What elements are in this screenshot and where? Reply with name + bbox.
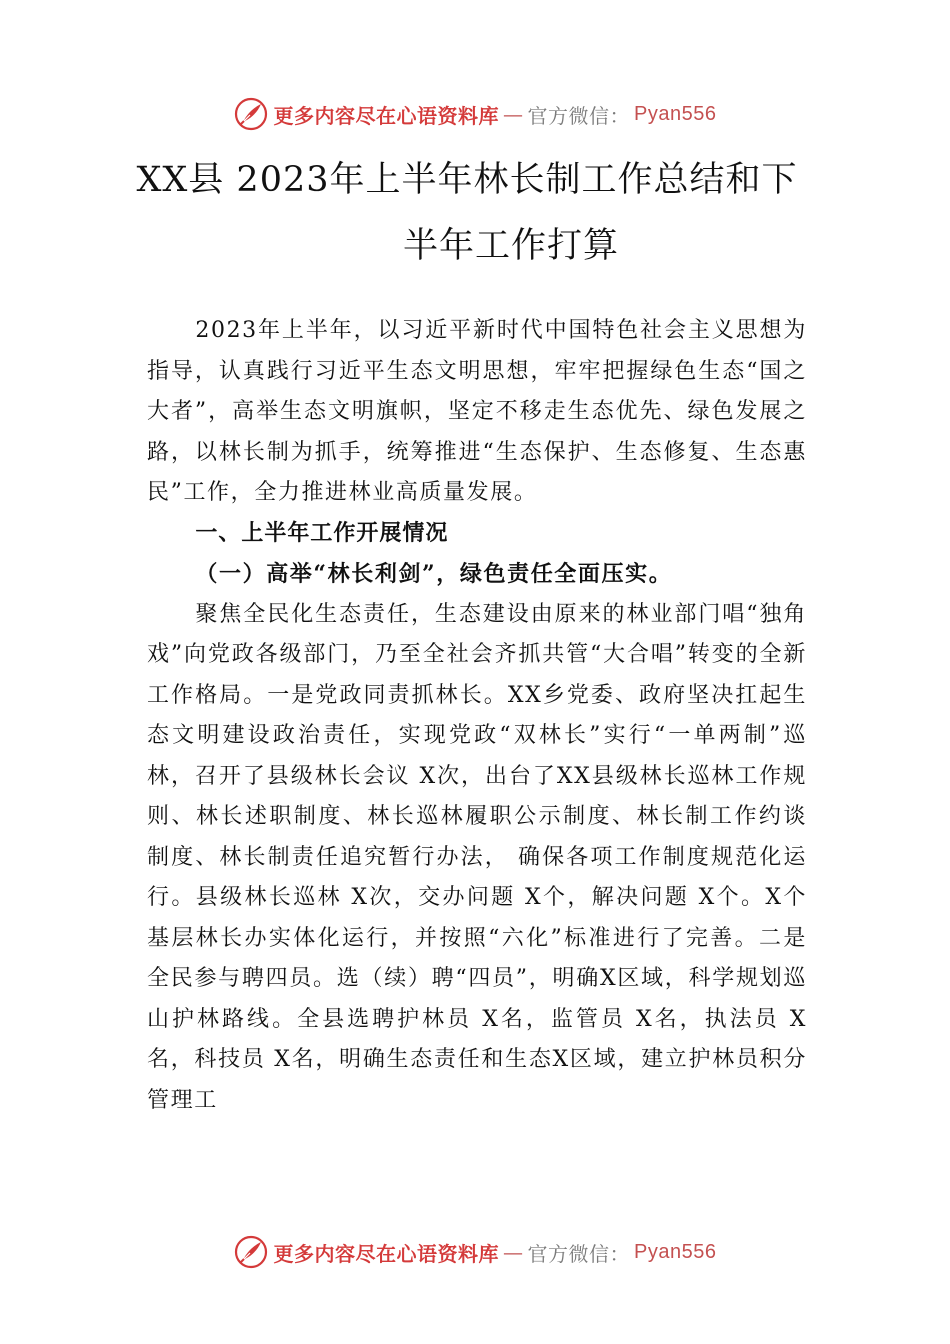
watermark-header xyxy=(0,94,950,134)
document-title-line2: 半年工作打算 xyxy=(402,226,619,266)
watermark-footer xyxy=(0,1232,950,1272)
section-paragraph: 聚焦全民化生态责任，生态建设由原来的林业部门唱“独角戏”向党政各级部门，乃至全社会齐抓共管“大合唱”转变的全新工作格局。一是党政同责抓林长。XX乡党委、政府坚决扛起生态文明建设政治责任，实现党政“双林长”实行“一单两制”巡林，召开了县级林长会议 X次，出台了XX县级林长巡林工作规则、林长述职制度、林长巡林履职公示制度、林长制工作约谈制度、林长制责任追究暂行办法， 确保各项工作制度规范化运行。县级林长巡林 X次，交办问题 X个，解决问题 X个。X个基层林长办实体化运行，并按照“六化”标准进行了完善。二是全民参与聘四员。选（续）聘“四员”，明确X区域，科学规划巡山护林路线。全县选聘护林员 X名，监管员 X名，执法员 X名，科技员 X名，明确生态责任和生态X区域，建立护林员积分管理工 xyxy=(147,601,807,1113)
section-subheading: （一）高举“林长利剑”，绿色责任全面压实。 xyxy=(195,561,673,587)
watermark-wechat-id: Pyan556 xyxy=(634,102,717,125)
watermark-main-text: 更多内容尽在心语资料库 xyxy=(273,103,500,128)
document-body xyxy=(147,311,807,1121)
intro-paragraph: 2023年上半年，以习近平新时代中国特色社会主义思想为指导，认真践行习近平生态文明思想，牢牢把握绿色生态“国之大者”，高举生态文明旗帜，坚定不移走生态优先、绿色发展之路，以林长制为抓手，统筹推进“生态保护、生态修复、生态惠民”工作，全力推进林业高质量发展。 xyxy=(147,318,807,505)
watermark-separator: — xyxy=(503,1240,524,1264)
watermark-main-text: 更多内容尽在心语资料库 xyxy=(273,1241,500,1266)
watermark-wechat-id: Pyan556 xyxy=(634,1240,717,1263)
feather-pen-seal-icon xyxy=(234,97,268,131)
document-title-line1: XX县 2023年上半年林长制工作总结和下 xyxy=(136,160,798,200)
feather-pen-seal-icon xyxy=(234,1235,268,1269)
watermark-sub-text: 官方微信： xyxy=(527,1241,631,1266)
watermark-sub-text: 官方微信： xyxy=(527,103,631,128)
section-heading: 一、上半年工作开展情况 xyxy=(195,520,449,546)
watermark-separator: — xyxy=(503,102,524,126)
